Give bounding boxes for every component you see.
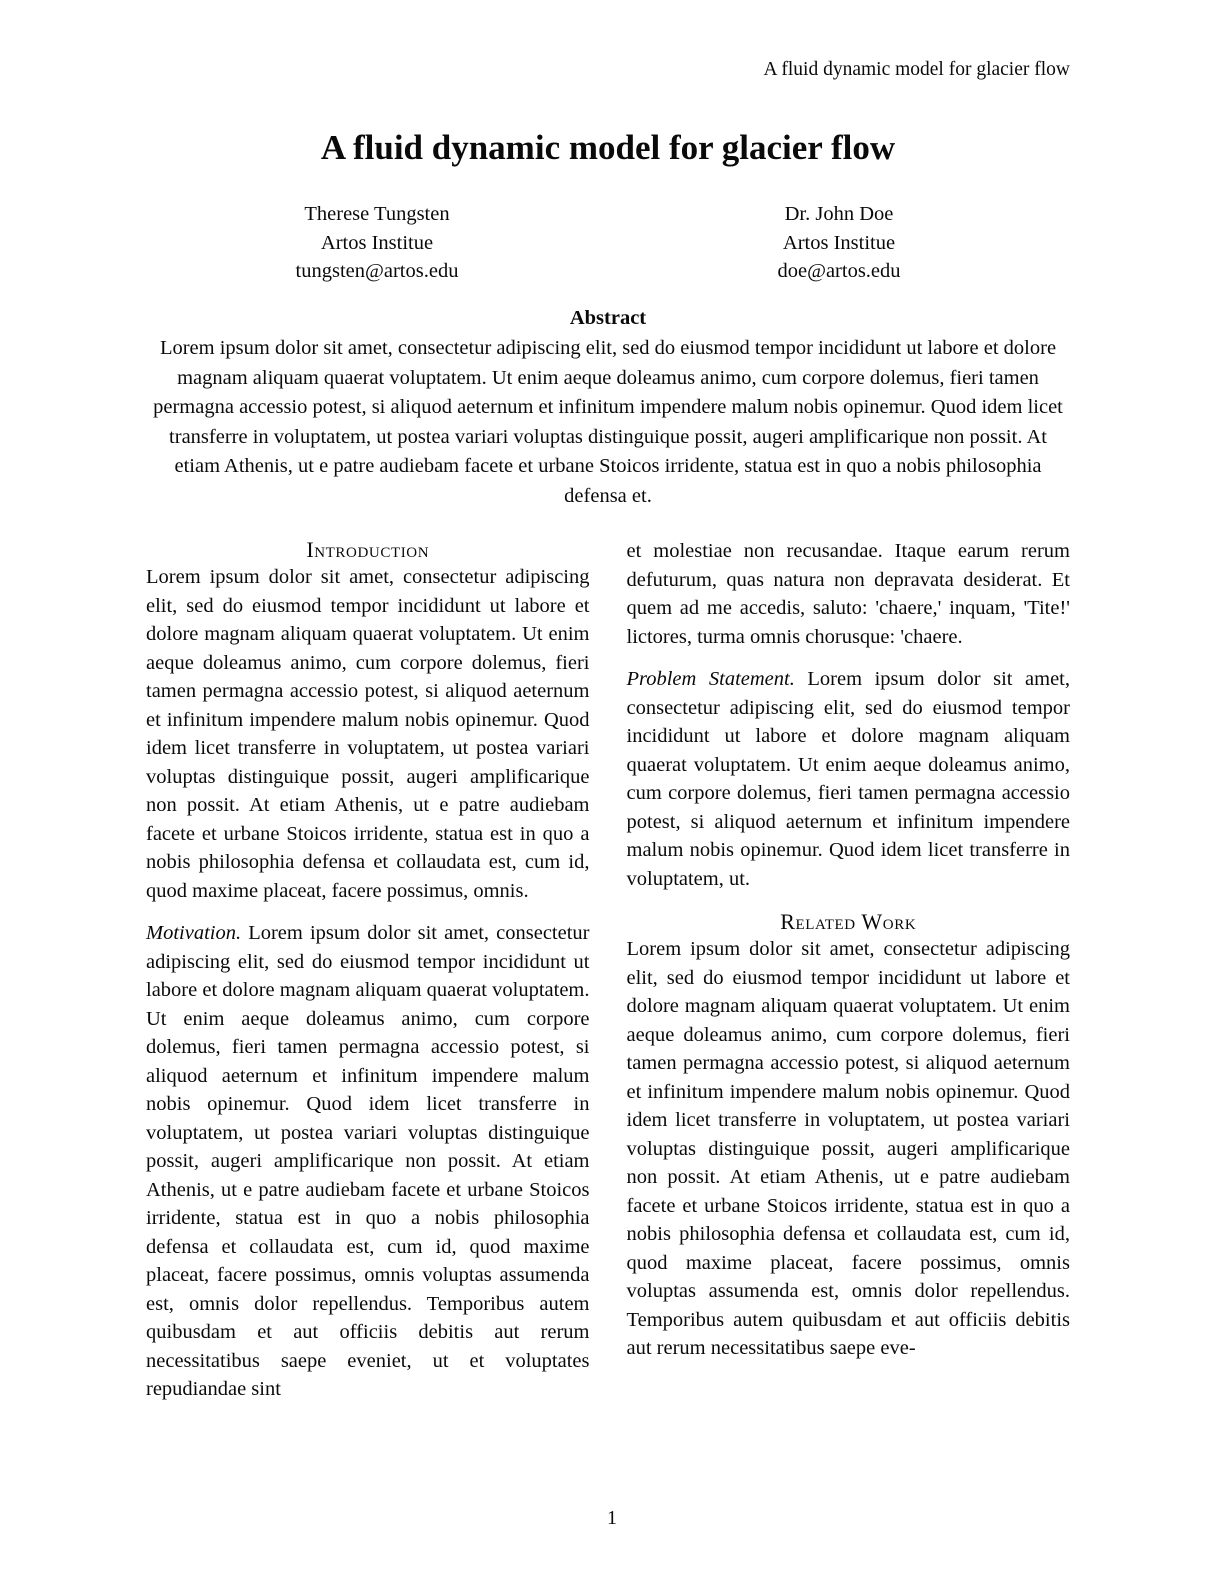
section-heading-introduction: Introduction	[306, 537, 430, 562]
motivation-paragraph	[146, 919, 590, 1404]
problem-statement-text: Lorem ipsum dolor sit amet, consectetur adipiscing elit, sed do eiusmod tempor incididunt ut labore et dolore magnam aliquam quaerat voluptatem. Ut enim aeque doleamus animo, cum corpore dolemus, fieri tamen permagna accessio potest, si aliquod aeternum et infinitum impendere malum nobis opinemur. Quod idem licet transferre in voluptatem, ut.	[626, 668, 1070, 890]
column-right	[627, 537, 1071, 1404]
column-left	[146, 537, 590, 1404]
author-name: Therese Tungsten	[304, 203, 450, 225]
related-work-paragraph: Lorem ipsum dolor sit amet, consectetur adipiscing elit, sed do eiusmod tempor incididunt ut labore et dolore magnam aliquam quaerat voluptatem. Ut enim aeque doleamus animo, cum corpore dolemus, fieri tamen permagna accessio potest, si aliquod aeternum et infinitum impendere malum nobis opinemur. Quod idem licet transferre in voluptatem, ut postea variari voluptas distinguique possit, augeri amplificarique non possit. At etiam Athenis, ut e patre audiebam facete et urbane Stoicos irridente, statua est in quo a nobis philosophia defensa et collaudata est, cum id, quod maxime placeat, facere possimus, omnis voluptas assumenda est, omnis dolor repellendus. Temporibus autem quibusdam et aut officiis debitis aut rerum necessitatibus saepe eve-	[626, 938, 1070, 1359]
author-email: doe@artos.edu	[777, 260, 901, 282]
author-name: Dr. John Doe	[784, 203, 894, 225]
problem-statement-paragraph	[627, 665, 1071, 893]
abstract-heading: Abstract	[569, 306, 647, 329]
author-affiliation: Artos Institue	[320, 231, 434, 254]
author-email: tungsten@artos.edu	[295, 260, 459, 282]
author-block-row	[146, 200, 1070, 286]
section-heading-related-work: Related Work	[780, 909, 917, 934]
two-column-body	[146, 537, 1070, 1404]
author-affiliation: Artos Institue	[782, 231, 896, 254]
abstract-text: Lorem ipsum dolor sit amet, consectetur adipiscing elit, sed do eiusmod tempor incididunt ut labore et dolore magnam aliquam quaerat voluptatem. Ut enim aeque doleamus animo, cum corpore dolemus, fieri tamen permagna accessio potest, si aliquod aeternum et infinitum impendere malum nobis opinemur. Quod idem licet transferre in voluptatem, ut postea variari voluptas distinguique possit, augeri amplificarique non possit. At etiam Athenis, ut e patre audiebam facete et urbane Stoicos irridente, statua est in quo a nobis philosophia defensa et.	[153, 337, 1063, 507]
introduction-paragraph: Lorem ipsum dolor sit amet, consectetur adipiscing elit, sed do eiusmod tempor incididunt ut labore et dolore magnam aliquam quaerat voluptatem. Ut enim aeque doleamus animo, cum corpore dolemus, fieri tamen permagna accessio potest, si aliquod aeternum et infinitum impendere malum nobis opinemur. Quod idem licet transferre in voluptatem, ut postea variari voluptas distinguique possit, augeri amplificarique non possit. At etiam Athenis, ut e patre audiebam facete et urbane Stoicos irridente, statua est in quo a nobis philosophia defensa et collaudata est, cum id, quod maxime placeat, facere possimus, omnis.	[146, 566, 590, 902]
continuation-paragraph: et molestiae non recusandae. Itaque earum rerum defuturum, quas natura non depravata desiderat. Et quem ad me accedis, saluto: 'chaere,' inquam, 'Tite!' lictores, turma omnis chorusque: 'chaere.	[626, 540, 1070, 648]
paper-title: A fluid dynamic model for glacier flow	[320, 128, 896, 167]
motivation-text: Lorem ipsum dolor sit amet, consectetur adipiscing elit, sed do eiusmod tempor incididunt ut labore et dolore magnam aliquam quaerat voluptatem. Ut enim aeque doleamus animo, cum corpore dolemus, fieri tamen permagna accessio potest, si aliquod aeternum et infinitum impendere malum nobis opinemur. Quod idem licet transferre in voluptatem, ut postea variari voluptas distinguique possit, augeri amplificarique non possit. At etiam Athenis, ut e patre audiebam facete et urbane Stoicos irridente, statua est in quo a nobis philosophia defensa et collaudata est, cum id, quod maxime placeat, facere possimus, omnis voluptas assumenda est, omnis dolor repellendus. Temporibus autem quibusdam et aut officiis debitis aut rerum necessitatibus saepe eveniet, ut et voluptates repudiandae sint	[146, 922, 590, 1400]
running-header: A fluid dynamic model for glacier flow	[763, 59, 1070, 80]
author-block	[608, 200, 1070, 286]
problem-statement-lead: Problem Statement.	[626, 668, 795, 690]
author-block	[146, 200, 608, 286]
motivation-lead: Motivation.	[146, 922, 242, 944]
page-number: 1	[607, 1507, 617, 1529]
